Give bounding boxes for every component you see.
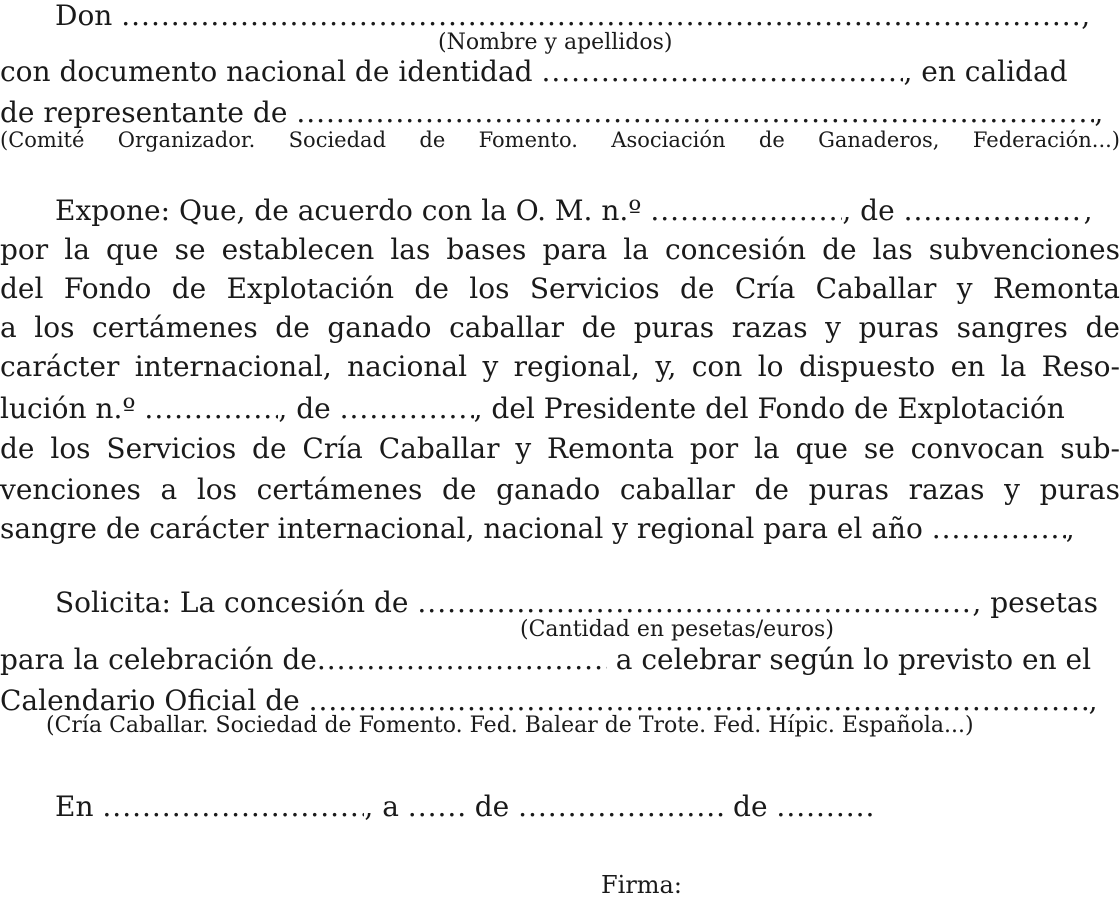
id-line xyxy=(0,55,1120,89)
celebration-prefix: para la celebración de xyxy=(0,643,317,676)
month-field[interactable] xyxy=(518,790,724,824)
representative-line xyxy=(0,96,1120,130)
resolucion-date-field[interactable] xyxy=(340,392,474,426)
id-number-field[interactable] xyxy=(541,55,903,89)
id-suffix: , en calidad xyxy=(903,55,1068,88)
representative-prefix: de representante de xyxy=(0,96,288,129)
day-field[interactable] xyxy=(408,790,466,824)
resolucion-suffix: , del Presidente del Fondo de Explotación xyxy=(473,392,1065,425)
expone-last-suffix: , xyxy=(1065,512,1075,545)
solicita-suffix: , pesetas xyxy=(972,586,1098,619)
name-caption: (Nombre y apellidos) xyxy=(438,30,673,55)
om-date-field[interactable] xyxy=(904,194,1084,228)
om-number-field[interactable] xyxy=(650,194,842,228)
expone-line-5: de los Servicios de Cría Caballar y Remonta por la que se convocan sub- xyxy=(0,432,1120,465)
solicita-line xyxy=(55,586,1120,620)
day-label: , a xyxy=(364,790,399,823)
resolucion-prefix: lución n.º xyxy=(0,392,136,425)
id-prefix: con documento nacional de identidad xyxy=(0,55,533,88)
place-label: En xyxy=(55,790,94,823)
expone-label: Expone: Que, de acuerdo con la O. M. n.º xyxy=(55,194,642,227)
expone-line-2: del Fondo de Explotación de los Servicios de Cría Caballar y Remonta xyxy=(0,272,1120,305)
representative-suffix: , xyxy=(1094,96,1104,129)
solicita-label: Solicita: La concesión de xyxy=(55,586,409,619)
expone-line-1: por la que se establecen las bases para la concesión de las subvenciones xyxy=(0,233,1120,266)
month-label: de xyxy=(474,790,510,823)
expone-middle: , de xyxy=(842,194,895,227)
place-date-line xyxy=(55,790,1120,824)
signature-label: Firma: xyxy=(601,871,682,899)
calendar-suffix: , xyxy=(1088,684,1098,717)
celebration-field[interactable] xyxy=(317,643,607,677)
name-suffix: , xyxy=(1081,0,1091,32)
year-field[interactable] xyxy=(932,512,1066,546)
celebration-line xyxy=(0,643,1120,677)
name-prefix: Don xyxy=(55,0,113,32)
expone-line-4: carácter internacional, nacional y regional, y, con lo dispuesto en la Reso- xyxy=(0,350,1120,383)
amount-caption: (Cantidad en pesetas/euros) xyxy=(520,617,834,642)
expone-suffix: , xyxy=(1083,194,1093,227)
expone-last-line xyxy=(0,512,1120,546)
resolucion-number-field[interactable] xyxy=(144,392,278,426)
name-line xyxy=(55,0,1120,33)
calendar-caption: (Cría Caballar. Sociedad de Fomento. Fed. Balear de Trote. Fed. Hípic. Española...) xyxy=(46,713,974,738)
expone-first-line xyxy=(55,194,1120,228)
amount-field[interactable] xyxy=(417,586,972,620)
celebration-suffix: a celebrar según lo previsto en el xyxy=(606,643,1092,676)
expone-line-6: venciones a los certámenes de ganado caballar de puras razas y puras xyxy=(0,473,1120,506)
expone-last-prefix: sangre de carácter internacional, nacional y regional para el año xyxy=(0,512,923,545)
representative-field[interactable] xyxy=(296,96,1094,130)
year-label: de xyxy=(733,790,768,823)
calendar-prefix: Calendario Oficial de xyxy=(0,684,300,717)
name-field[interactable] xyxy=(121,0,1081,33)
resolucion-middle: , de xyxy=(278,392,331,425)
resolucion-line xyxy=(0,392,1120,426)
place-field[interactable] xyxy=(102,790,364,824)
representative-caption: (Comité Organizador. Sociedad de Fomento. Asociación de Ganaderos, Federación...) xyxy=(0,128,1120,152)
expone-line-3: a los certámenes de ganado caballar de puras razas y puras sangres de xyxy=(0,311,1120,344)
date-year-field[interactable] xyxy=(776,790,874,824)
